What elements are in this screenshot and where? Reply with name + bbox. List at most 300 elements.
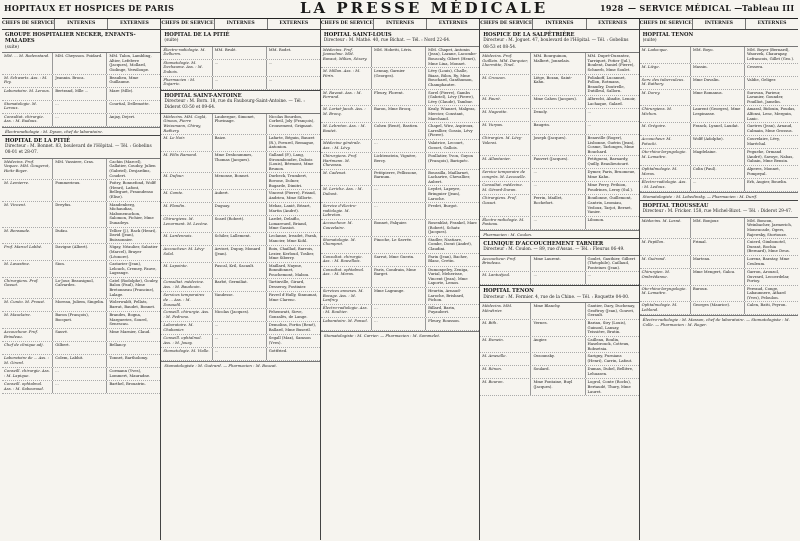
- externs-cell: Petitgueni, Barnardy, Quilly, Beaulieutouré.: [587, 156, 630, 166]
- interns-cell: ...: [213, 348, 267, 360]
- hospital-title: HOPITAL DE LA PITIÉ Directeur : M. Bonnet. 83, boulevard de l'Hôpital. — Tél. : Gobelins 08-01 et 28-07.: [2, 135, 160, 159]
- service-chief: Chirurgiens. Prof. Gosset.: [2, 278, 53, 298]
- externs-cell: Logrol, Conte (Rochs), Bertaudé, Thury, Mme Lauret.: [587, 379, 631, 394]
- column-header-label: EXTERNES: [438, 21, 468, 26]
- externs-cell: Peguehe, Ormand (André), Savoye, Nabas, Gabain, Mme Bensin.: [746, 149, 794, 164]
- interns-cell: Pommerieux.: [53, 180, 107, 200]
- externs-cell: Stadler, Nastiare, Combe, Dorat (André), Claudini.: [428, 236, 472, 251]
- interns-cell: MM. Bourguinon, Malbert, Jonnelais.: [531, 53, 585, 73]
- service-chief: Accoucheur. Prof. Brindeau.: [480, 256, 531, 272]
- service-chief: M. Bith.: [480, 320, 531, 336]
- service-chief: Accoucheur. Prof. Brindeau.: [2, 329, 53, 341]
- service-chief: M. Schwartz. Ass. : M. Fey.: [2, 75, 53, 87]
- service-chief: Électro-radiologie. M. Delherm.: [161, 47, 212, 59]
- service-row: [480, 96, 638, 109]
- interns-cell: ...: [213, 60, 267, 76]
- service-row: [321, 123, 479, 140]
- service-row: [2, 53, 160, 74]
- service-row: [480, 135, 638, 156]
- interns-cell: Colem, Labhit.: [53, 355, 107, 367]
- service-row: [161, 114, 319, 135]
- externs-cell: Brandes, Bogna, Margueries, Sourel, Senescau.: [109, 312, 148, 327]
- service-row: [480, 217, 638, 230]
- service-row: [480, 122, 638, 135]
- interns-cell: Dufau.: [53, 228, 107, 244]
- service-chief: Conseill. chirurgie. Ass. : M. Pedrono.: [161, 309, 212, 321]
- externs-cell: Calen, Batti, Peyron.: [746, 302, 787, 308]
- service-chief: M. Lavastine.: [2, 261, 53, 277]
- service-row: [480, 169, 638, 182]
- interns-cell: Davigne (Albert).: [53, 244, 107, 260]
- service-chief: M. Liège.: [640, 64, 691, 76]
- interns-cell: ...: [531, 272, 585, 284]
- externs-cell: Courtial, Dellemotte.: [109, 100, 150, 106]
- service-row: [640, 47, 798, 64]
- interns-cell: Baugrin.: [531, 122, 585, 134]
- service-chief: M. Mauclaire.: [2, 312, 53, 328]
- interns-cell: ...: [531, 169, 585, 181]
- interns-cell: Mme Fontaine, Buyl (Jacques).: [531, 379, 585, 395]
- service-row: [480, 337, 638, 354]
- interns-cell: Denoly.: [531, 109, 585, 121]
- directory-column: [480, 19, 639, 540]
- interns-cell: Marteau.: [691, 256, 745, 268]
- service-chief: Chirurgiens. Prof. Hartmann. M. Chevassu.: [321, 153, 372, 169]
- interns-cell: Cohen (René), Bastien.: [372, 123, 426, 139]
- hospital-title: HOSPICE DE LA SALPÊTRIÈRE Directeur : M. Joguet. 47, boulevard de l'Hôpital. — Tél. : Gobelins 08-53 et 08-54.: [480, 30, 638, 53]
- service-chief: Médecins. Prof. Vaquez. MM. Gougerot, Heitz-Boyer.: [2, 159, 53, 179]
- column-header-label: INTERNES: [215, 19, 268, 29]
- service-row: [2, 114, 160, 127]
- service-row: [161, 173, 319, 190]
- externs-cell: Mehas, Lanié, Bézart, Martin (André).: [268, 203, 311, 213]
- service-row: [321, 186, 479, 203]
- hospital-title: HOPITAL TENON (suite): [640, 30, 798, 47]
- header-year: 1928: [600, 3, 624, 13]
- service-chief: Électro-radiologie. Ass. : M. Ledoux.: [640, 179, 691, 191]
- interns-cell: Wolff (Adolphe).: [691, 136, 745, 148]
- externs-cell: Tonnet, Bartholomy.: [109, 355, 148, 361]
- externs-cell: Gottfried.: [268, 348, 288, 354]
- service-chief: M. Comte.: [161, 190, 212, 202]
- externs-cell: Heurtin, Arnaud-Laroche, Brisbard, Pichon.: [428, 287, 465, 303]
- interns-cell: Pinoche, Le Savrée.: [372, 237, 426, 253]
- service-chief: M. Le Noir.: [161, 135, 212, 151]
- interns-cell: ...: [372, 203, 426, 219]
- interns-cell: Laubergue, Simonet, Pluvinage.: [213, 114, 267, 134]
- directory-column: [161, 19, 320, 540]
- service-row: [161, 60, 319, 77]
- service-row: [321, 237, 479, 254]
- service-row: [2, 342, 160, 355]
- interns-cell: Lichtenstein, Vignère, Bercy.: [372, 153, 426, 169]
- interns-cell: Scard (Robert).: [213, 216, 267, 232]
- interns-cell: Liège, Bozan, Saint-Kahn.: [531, 75, 585, 95]
- externs-cell: Couvelaire, Lévy, Maréchal.: [746, 136, 780, 146]
- externs-cell: Dymer, Paris, Bruomeue, Mme Kahn.: [587, 169, 636, 179]
- externs-cell: Beaulieu, Mme Guillaume.: [109, 74, 139, 85]
- service-chief: Consultat. chirurgie. Ass. : M. Rudaux.: [2, 114, 53, 126]
- interns-cell: Sarrut, Mme Guerin.: [372, 254, 426, 266]
- service-row: [161, 335, 319, 348]
- column-header-label: CHEFS DE SERVICE: [161, 19, 214, 29]
- service-chief: Conseill. ophtalmol. Ass. : M. Jouay.: [161, 335, 212, 347]
- service-chief: Serv. des tuberculeux. M. Rathery.: [640, 77, 691, 89]
- column-header: [2, 19, 160, 30]
- column-header-label: INTERNES: [374, 19, 427, 29]
- interns-cell: Dreyfus.: [53, 202, 107, 227]
- service-row: [321, 203, 479, 220]
- interns-cell: Augier.: [531, 337, 585, 353]
- service-row: [161, 322, 319, 335]
- interns-cell: Perrin, Maillet, Rochefort.: [531, 195, 585, 215]
- service-row: [2, 278, 160, 299]
- interns-cell: Mme Romanus.: [691, 90, 745, 106]
- service-chief: M. Fauré.: [480, 96, 531, 108]
- externs-cell: Maillard, Nayme, Bonnifonnet, Pouchemont, Mabou.: [268, 262, 310, 277]
- service-row: [2, 180, 160, 201]
- column-header-label: EXTERNES: [279, 21, 309, 26]
- interns-cell: Buroux.: [691, 286, 745, 302]
- externs-cell: Foullatier, Yvon, Guyon (François), Bariquéc.: [428, 152, 473, 163]
- interns-cell: Mme Mengert, Galou.: [691, 269, 745, 285]
- directory-grid: [2, 18, 798, 540]
- service-row: [480, 53, 638, 74]
- hospital-director: (suite): [164, 38, 179, 44]
- service-row: [640, 64, 798, 77]
- interns-cell: Nicolas (Jacques).: [213, 309, 267, 321]
- interns-cell: Colin (Paul).: [691, 166, 745, 178]
- interns-cell: ...: [53, 368, 107, 380]
- service-row: [2, 228, 160, 245]
- interns-cell: Gilbert.: [53, 342, 107, 354]
- service-chief: Laboratoire de ... Ass. : M. Girard.: [2, 355, 53, 367]
- interns-cell: Duguay.: [213, 203, 267, 215]
- service-chief: M. Ameuille.: [480, 353, 531, 365]
- interns-cell: Ossounsky.: [531, 353, 585, 365]
- service-chief: Conseill. ophtalmol. Ass. : M. Sabouraud.: [2, 381, 53, 393]
- interns-cell: MM. Cheysson. Poidard.: [53, 53, 107, 73]
- service-chief: Oto-rhino-laryngologie. M. Lemaitre.: [640, 286, 691, 302]
- service-chief: M. Bensaude.: [2, 228, 53, 244]
- externs-cell: Cormann (Yves), Lommert, Mauradne.: [109, 368, 151, 378]
- interns-cell: Vandesse.: [213, 292, 267, 308]
- externs-cell: Bellancy.: [109, 342, 127, 348]
- service-chief: M. Millan. Ass. : M. Périn.: [321, 68, 372, 88]
- externs-cell: Segall (Max), Samson (Yves).: [268, 335, 311, 345]
- service-row: [321, 106, 479, 123]
- service-row: [640, 218, 798, 239]
- service-row: [321, 90, 479, 107]
- header-left-title: HOPITAUX ET HOSPICES DE PARIS: [4, 3, 175, 13]
- hospital-director: Directeur : M. Born. 18, rue du Faubourg-Saint-Antoine. — Tél. : Diderot 03-50 et 09-64.: [164, 99, 305, 111]
- hospital-title: HOPITAL TROUSSEAU Directeur : M. Fricker. 158, rue Michel-Bizot. — Tél. : Diderot 29-47.: [640, 200, 798, 218]
- interns-cell: ...: [53, 114, 107, 126]
- hospital-director: Directeur : M. Fricker. 158, rue Michel-Bizot. — Tél. : Diderot 29-47.: [642, 209, 793, 215]
- service-chief: M. Cunéo. M. Proust.: [2, 299, 53, 311]
- service-row: [161, 309, 319, 322]
- service-chief: Laboratoire. M. Chabanier.: [161, 322, 212, 334]
- column-header: [480, 19, 638, 30]
- service-row: [161, 216, 319, 233]
- service-row: [480, 75, 638, 96]
- interns-cell: Schiler, Lallement.: [213, 233, 267, 245]
- service-chief: M. Esmein.: [480, 337, 531, 353]
- service-chief: M. Ladocque.: [640, 47, 691, 63]
- page-header: [0, 0, 800, 18]
- service-row: [480, 272, 638, 285]
- service-row: [161, 246, 319, 263]
- externs-cell: MM. Boncon, Weinbacher, Jarmerich, Moneucade, Ogers, Rajewsky, Stortouze.: [746, 217, 793, 237]
- interns-cell: Baron (François), Bocquet.: [53, 312, 107, 328]
- service-chief: Chirurgiens. M. Lenormant. M. Lecène.: [161, 216, 212, 232]
- interns-cell: Paris, Condrain, Mme Barget.: [372, 267, 426, 287]
- service-chief: M. Cadenat.: [321, 170, 372, 186]
- service-row: [2, 299, 160, 312]
- service-row: [161, 233, 319, 246]
- service-chief: M. Vurpas.: [480, 122, 531, 134]
- hospital-title: HOPITAL SAINT-LOUIS Directeur : M. Mathé. 40, rue Bichat. — Tél. : Nord 22-64.: [321, 30, 479, 47]
- externs-cell: Valatrice, Lecourt, Gosset, Gallois.: [428, 139, 464, 150]
- externs-cell: Bariau, Siry (Louis), Guinoul, Lansay, Teissière, Brutin.: [587, 319, 627, 335]
- column-header-label: CHEFS DE SERVICE: [640, 19, 693, 29]
- externs-cell: ...: [587, 272, 592, 278]
- interns-cell: MM. Brulé.: [213, 47, 267, 59]
- service-row: [321, 47, 479, 68]
- service-chief: Stomatologie. M. Vialle.: [161, 348, 212, 360]
- externs-cell: Galland (P.), Lang, Stroumboudre, Dubois (Louis), Bérmont, Mme Brunon.: [268, 151, 314, 171]
- service-row: [2, 355, 160, 368]
- externs-cell: Dumas, Dubel, Bellière, Lehuasen.: [587, 366, 634, 377]
- interns-cell: Soulard.: [531, 366, 585, 378]
- externs-cell: Valdie, Geliger.: [746, 76, 777, 82]
- service-chief: Chef de clinique adj.: [2, 342, 53, 354]
- interns-cell: Vernes.: [531, 320, 585, 336]
- service-row: [640, 106, 798, 123]
- interns-cell: Mme Duvalin.: [691, 77, 745, 89]
- service-row: [480, 182, 638, 195]
- service-row: [2, 101, 160, 114]
- header-service: — SERVICE MÉDICAL —: [628, 3, 743, 13]
- service-chief: Médecins. MM. Ménétrier.: [480, 303, 531, 319]
- service-chief: Consultat. médecine. M. Gérard-Duran.: [480, 182, 531, 194]
- column-header-label: INTERNES: [533, 19, 586, 29]
- service-row: [321, 140, 479, 153]
- service-chief: Ophtalmologie. M. Morax.: [640, 166, 691, 178]
- service-chief: Médecins. Prof. Guillain. MM. Darquier, Lhermitte, Tinel.: [480, 53, 531, 73]
- service-row: [480, 109, 638, 122]
- service-chief: M. Lemierre.: [2, 180, 53, 200]
- service-row: [2, 312, 160, 329]
- externs-cell: ...: [587, 121, 592, 127]
- service-chief: Électro-radiologie. M. Pasteau.: [480, 217, 531, 229]
- interns-cell: Franck, Lynnel, Laudat.: [691, 123, 745, 135]
- externs-cell: Erb, Augier, Bouelin.: [746, 178, 788, 184]
- externs-cell: Gautier, Dary, Duchenay, Geoftroy (Jean), Gouvet, Gerault.: [587, 303, 636, 318]
- externs-cell: Barthel, Brouatrin.: [109, 381, 146, 387]
- column-header: [161, 19, 319, 30]
- service-chief: Stomatologie. M. Dechaume. Ass. : M. Dubois.: [161, 60, 212, 76]
- service-chief: M. Flandin.: [161, 203, 212, 215]
- header-table-number: Tableau III: [742, 3, 795, 13]
- externs-cell: Sarigny, Furnians (Henri), Carrin, Lafout.: [587, 353, 633, 364]
- externs-cell: MM. Chapet, Antonin (Jean), Lazane, Lacombe-Bouscaly, Gibert (Henri), Mme Lina, Monnet.: [428, 46, 477, 66]
- service-row: [161, 190, 319, 203]
- service-chief: Médecins. M. Lesné.: [640, 218, 691, 238]
- externs-cell: Boussilla, Maillarnet, Lachartre, Chevallier, Aubert.: [428, 169, 471, 184]
- service-row: [640, 239, 798, 256]
- service-chief: M. Ravaut. Ass. : M. Ferrand.: [321, 90, 372, 106]
- column-header-label: EXTERNES: [119, 21, 149, 26]
- externs-cell: Tartinville, Girard, Desseroy, Postinier.: [268, 279, 307, 290]
- externs-cell: MM. Dupré-Durantez, Tarriquet, Potier (Jul.), Boulent, Daniel (Pierre), Schnerb, Mme Soulet.: [587, 53, 635, 72]
- service-chief: M. Rénon.: [480, 366, 531, 378]
- hospital-director: (suite): [5, 44, 19, 50]
- column-header: [640, 19, 798, 30]
- service-chief: M. Guérand.: [640, 256, 691, 268]
- externs-cell: MM. Rodet.: [268, 46, 292, 52]
- service-row: [480, 320, 638, 337]
- service-row: [640, 123, 798, 136]
- interns-cell: Aubert.: [213, 190, 267, 202]
- service-chief: Électro-radiologie. Ass. : M. Rouhier.: [321, 305, 372, 317]
- externs-cell: Lévy (Louis), Challe, Biaas, Bilon, Ry, Mme Bouchard, Ganthumon, Champhautre.: [428, 68, 473, 87]
- interns-cell: Fauvert (Jacques).: [531, 156, 585, 168]
- column-header: [321, 19, 479, 30]
- hospital-director: Directeur : M. Joguet. 47, boulevard de l'Hôpital. — Tél. : Gobelins 08-53 et 08-54.: [483, 38, 629, 50]
- service-row: [640, 166, 798, 179]
- service-row: [321, 318, 479, 331]
- service-chief: Prof. Marcel Labbé.: [2, 244, 53, 260]
- service-chief: Médecine générale. Ass. : M. Lévy.: [321, 140, 372, 152]
- service-chief: M. Lardennois.: [161, 233, 212, 245]
- interns-cell: Mme Deshoummes, Thomas (Jacques).: [213, 152, 267, 172]
- service-row: [480, 379, 638, 396]
- externs-cell: Boix, Chaillad, Barrois, Lezier, Kerloud, Toslier, Mme Siberry.: [268, 245, 315, 261]
- interns-cell: ...: [531, 217, 585, 229]
- externs-cell: Garron, Arouzol, Ouvrard, Lecoerdelar, Portoy.: [746, 268, 790, 284]
- interns-cell: ...: [53, 381, 107, 393]
- interns-cell: ...: [372, 318, 426, 330]
- externs-cell: Mme Ferry, Pethion, Poudrines, Leroy (Sul.).: [587, 182, 634, 192]
- service-row: [640, 179, 798, 192]
- externs-cell: Cachin (Marcel), Gallatier, Coudoy, Julien (Gabriel), Desjardins, Coudert.: [109, 158, 156, 178]
- service-chief: MM. ... M. Rodenstand.: [2, 53, 53, 73]
- service-row: [640, 302, 798, 315]
- interns-cell: ...: [213, 77, 267, 89]
- service-chief: M. Lapointe.: [161, 263, 212, 279]
- service-row: [480, 156, 638, 169]
- service-chief: Services annexes. M. Bocage. Ass. : M. Lanfrey.: [321, 288, 372, 304]
- externs-cell: ...: [268, 76, 273, 82]
- externs-cell: Fleury, Rousson.: [428, 317, 460, 323]
- interns-cell: ...: [531, 182, 585, 194]
- externs-cell: Fredet, Burgot.: [428, 203, 458, 209]
- hospital-footer-note: Pharmacien : M. Coulon.: [480, 230, 638, 238]
- service-row: [321, 170, 479, 187]
- hospital-footer-note: Stomatologiste : M. Guérard. — Pharmacien : M. Bouzat.: [161, 361, 319, 369]
- service-row: [2, 244, 160, 261]
- externs-cell: Leclanne, Ireadet, Farah, Mancier, Mme Kohl.: [268, 232, 318, 243]
- service-chief: M. Allantanier.: [480, 156, 531, 168]
- interns-cell: Bonnet, Falquier.: [372, 220, 426, 236]
- externs-cell: Lafarte, Béguin, Bauzet (R.), Povurel, Remague, Antonion.: [268, 135, 315, 150]
- service-chief: M. Félix Ramond.: [161, 152, 212, 172]
- interns-cell: Arviset, Dupuy, Monard (Jean).: [213, 246, 267, 262]
- externs-cell: Tellier (J.), Rack (Henri), David (Jean), Buissonnier.: [109, 227, 157, 242]
- service-chief: Ophtalmologie. M. Leblond.: [640, 302, 691, 314]
- externs-cell: Billard, Barin, Puyaubert.: [428, 304, 456, 315]
- service-row: [321, 305, 479, 318]
- externs-cell: Vincent (Pierre), Friand, Andrieu, Mme Sillorte.: [268, 190, 316, 200]
- interns-cell: ...: [691, 179, 745, 191]
- interns-cell: Lennay, Garnier (Georges).: [372, 68, 426, 88]
- interns-cell: Massin.: [691, 64, 745, 76]
- service-row: [161, 135, 319, 152]
- directory-column: [2, 19, 161, 540]
- service-row: [640, 286, 798, 303]
- interns-cell: Petitpierre, Pellissone, Barnum.: [372, 170, 426, 186]
- hospital-director: Directeur : M. Fermier. 4, rue de la Chine. — Tél. : Roquette 04-00.: [483, 294, 630, 300]
- externs-cell: Catel (Rodolphe), Gouley, Balou (Paul), Mme Bretonneau (Francine), Lalage.: [109, 277, 159, 297]
- hospital-title: HOPITAL DE LA PITIÉ (suite): [161, 30, 319, 47]
- externs-cell: Castarier (Jean), Lelouch, Cremey, Fauve, Lagrange.: [109, 261, 157, 276]
- service-row: [640, 149, 798, 166]
- hospital-title: HOPITAL TENON Directeur : M. Fermier. 4, rue de la Chine. — Tél. : Roquette 04-00.: [480, 285, 638, 303]
- externs-cell: Bouilonne, Guillemont, Cantrix, Leomiau, Vedoux, Tarjot, Bernet, Vanier.: [587, 195, 632, 215]
- externs-cell: Poitry, Bonnefond, Wolff (Henri), Lafont, Belleguet, Fraundenso (Elise).: [109, 180, 156, 199]
- service-chief: Stomatologie. M. Chompret.: [321, 237, 372, 253]
- externs-cell: Cessera.: [746, 63, 764, 69]
- interns-cell: Pascal, Kril, Sacault.: [213, 263, 267, 279]
- service-row: [640, 77, 798, 90]
- service-row: [321, 68, 479, 89]
- interns-cell: Fleury, Florent.: [372, 90, 426, 106]
- hospital-footer-note: Stomatologiste : M. Lebedinsky. — Pharmacien : M. Durif.: [640, 192, 798, 200]
- externs-cell: Cuierd, Gimbonotel, Durant, Bochia (Bernard), Mme Deus.: [746, 239, 790, 254]
- interns-cell: ...: [372, 305, 426, 317]
- column-header-label: CHEFS DE SERVICE: [480, 19, 533, 29]
- externs-cell: Gaetres (Jean), Arnaud, Calmain, Mme Grossus.: [746, 123, 793, 133]
- service-row: [321, 267, 479, 288]
- externs-cell: Goulet, Gauthier, Gilbert (Théophile), Caillaud, Fonteines (Jean).: [587, 255, 636, 270]
- hospital-footer-note: Électroradiologie : M. Dyson, chef de laboratoire.: [2, 127, 160, 135]
- service-row: [480, 353, 638, 366]
- service-chief: Médecins. Prof. Jeanselme. MM. Ravaut, Milian, Sézary.: [321, 47, 372, 67]
- externs-cell: Mandenberg, Michaudias, Mabonenuchon, Salomon, Pichier, Mme Dunadeys.: [109, 201, 154, 225]
- externs-cell: Sorel (Pierre), Gambs (Gabriel), Lévy (Pierre), Lévy (Claude), Tambur.: [428, 89, 475, 104]
- externs-cell: Nicolas Bourdon, Corbeil, Joly (François), Crousement, Grignaut.: [268, 113, 315, 128]
- service-chief: M. Grégoire.: [640, 123, 691, 135]
- service-row: [2, 202, 160, 228]
- service-chief: Accoucheur. M. Potocki.: [640, 136, 691, 148]
- interns-cell: Mme Blanchy.: [531, 303, 585, 319]
- service-chief: Consultat. ophtalmol. Ass. : M. Morax.: [321, 267, 372, 287]
- interns-cell: Baize.: [213, 135, 267, 151]
- service-chief: Consultat. chirurgie. Ass. : M. Rouvillois.: [321, 254, 372, 266]
- interns-cell: Menonse, Bonnet.: [213, 173, 267, 189]
- service-row: [161, 203, 319, 216]
- hospital-footer-note: Électro-radiologie : M. Masson, chef de laboratoire. — Stomatologiste : M. Colle. — Pharmacien : M. Roger.: [640, 315, 798, 328]
- interns-cell: Lo-Jour, Beausignol, Calvardes.: [53, 278, 107, 298]
- externs-cell: Chapel, Wirz, Aspiroux, Larrallier, Gossio, Lévy (Pierre).: [428, 123, 474, 138]
- externs-cell: Lorenz, Baratay, Mme Ceuleum.: [746, 255, 790, 266]
- service-row: [640, 256, 798, 269]
- service-row: [480, 303, 638, 320]
- service-row: [2, 329, 160, 342]
- column-header-label: INTERNES: [693, 19, 746, 29]
- hospital-title: GROUPE HOSPITALIER NECKER, ENFANTS-MALADES (suite): [2, 30, 160, 53]
